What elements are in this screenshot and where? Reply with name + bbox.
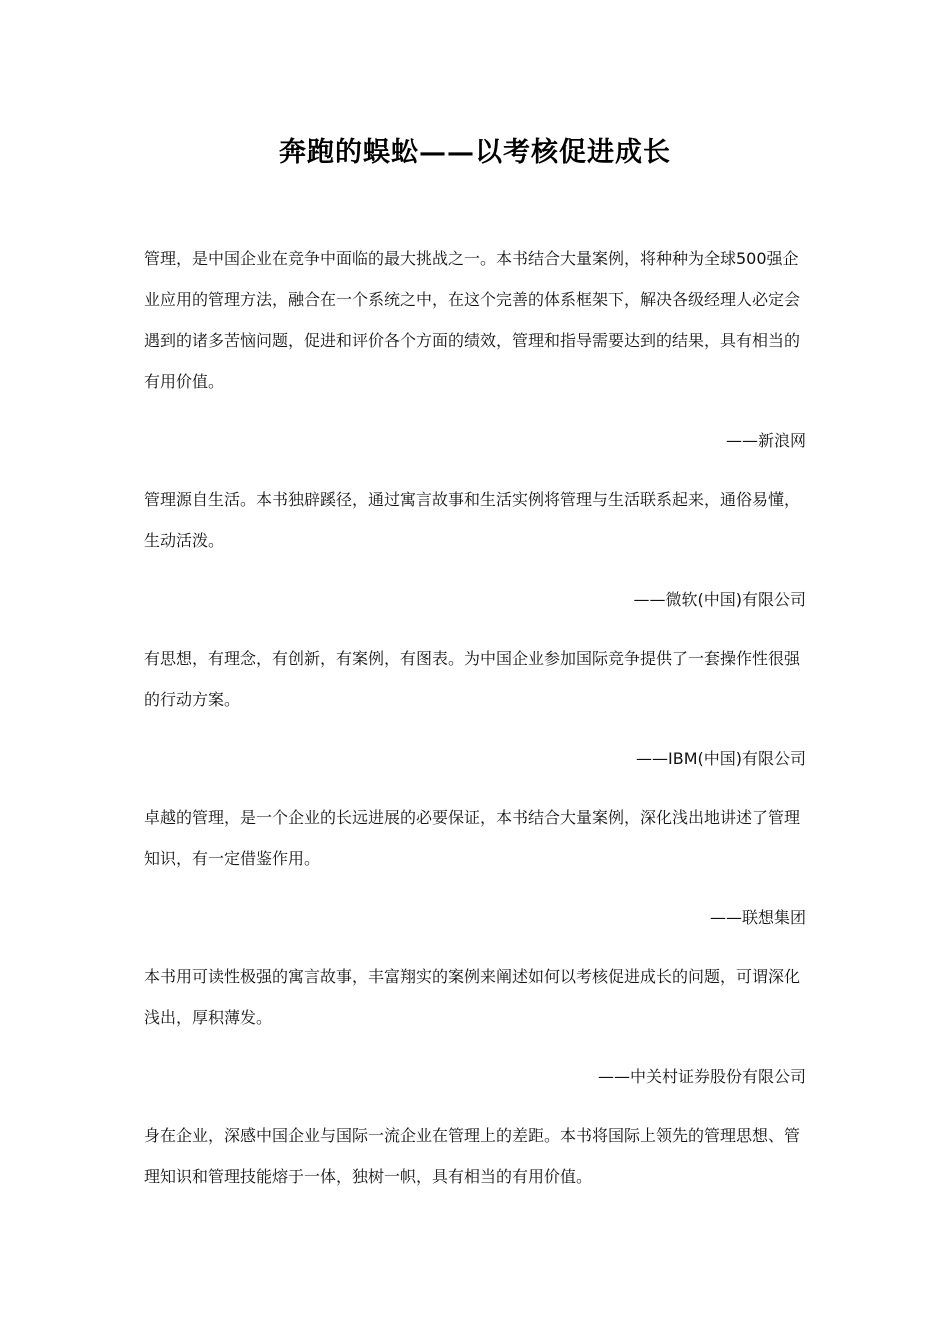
review-text-enterprise: 身在企业，深感中国企业与国际一流企业在管理上的差距。本书将国际上领先的管理思想、管理知识和管理技能熔于一体，独树一帜，具有相当的有用价值。 xyxy=(144,1126,801,1186)
review-source-lenovo: ——联想集团 xyxy=(709,908,806,927)
review-source-microsoft: ——微软(中国)有限公司 xyxy=(633,590,806,609)
review-text-lenovo: 卓越的管理，是一个企业的长远进展的必要保证，本书结合大量案例，深化浅出地讲述了管理知识，有一定借鉴作用。 xyxy=(144,808,801,868)
review-source-zgc-securities: ——中关村证券股份有限公司 xyxy=(597,1067,806,1086)
document-title: 奔跑的蜈蚣——以考核促进成长 xyxy=(279,137,671,168)
review-text-microsoft: 管理源自生活。本书独辟蹊径，通过寓言故事和生活实例将管理与生活联系起来，通俗易懂，生动活泼。 xyxy=(144,490,801,550)
review-text-zgc-securities: 本书用可读性极强的寓言故事，丰富翔实的案例来阐述如何以考核促进成长的问题，可谓深化浅出，厚积薄发。 xyxy=(144,967,801,1027)
review-source-sina: ——新浪网 xyxy=(725,431,806,450)
review-text-sina: 管理，是中国企业在竞争中面临的最大挑战之一。本书结合大量案例，将种种为全球500强企业应用的管理方法，融合在一个系统之中，在这个完善的体系框架下，解决各级经理人必定会遇到的诸多苦恼问题，促进和评价各个方面的绩效，管理和指导需要达到的结果，具有相当的有用价值。 xyxy=(144,249,801,391)
review-text-ibm: 有思想，有理念，有创新，有案例，有图表。为中国企业参加国际竞争提供了一套操作性很强的行动方案。 xyxy=(144,649,801,709)
review-source-ibm: ——IBM(中国)有限公司 xyxy=(636,749,806,768)
